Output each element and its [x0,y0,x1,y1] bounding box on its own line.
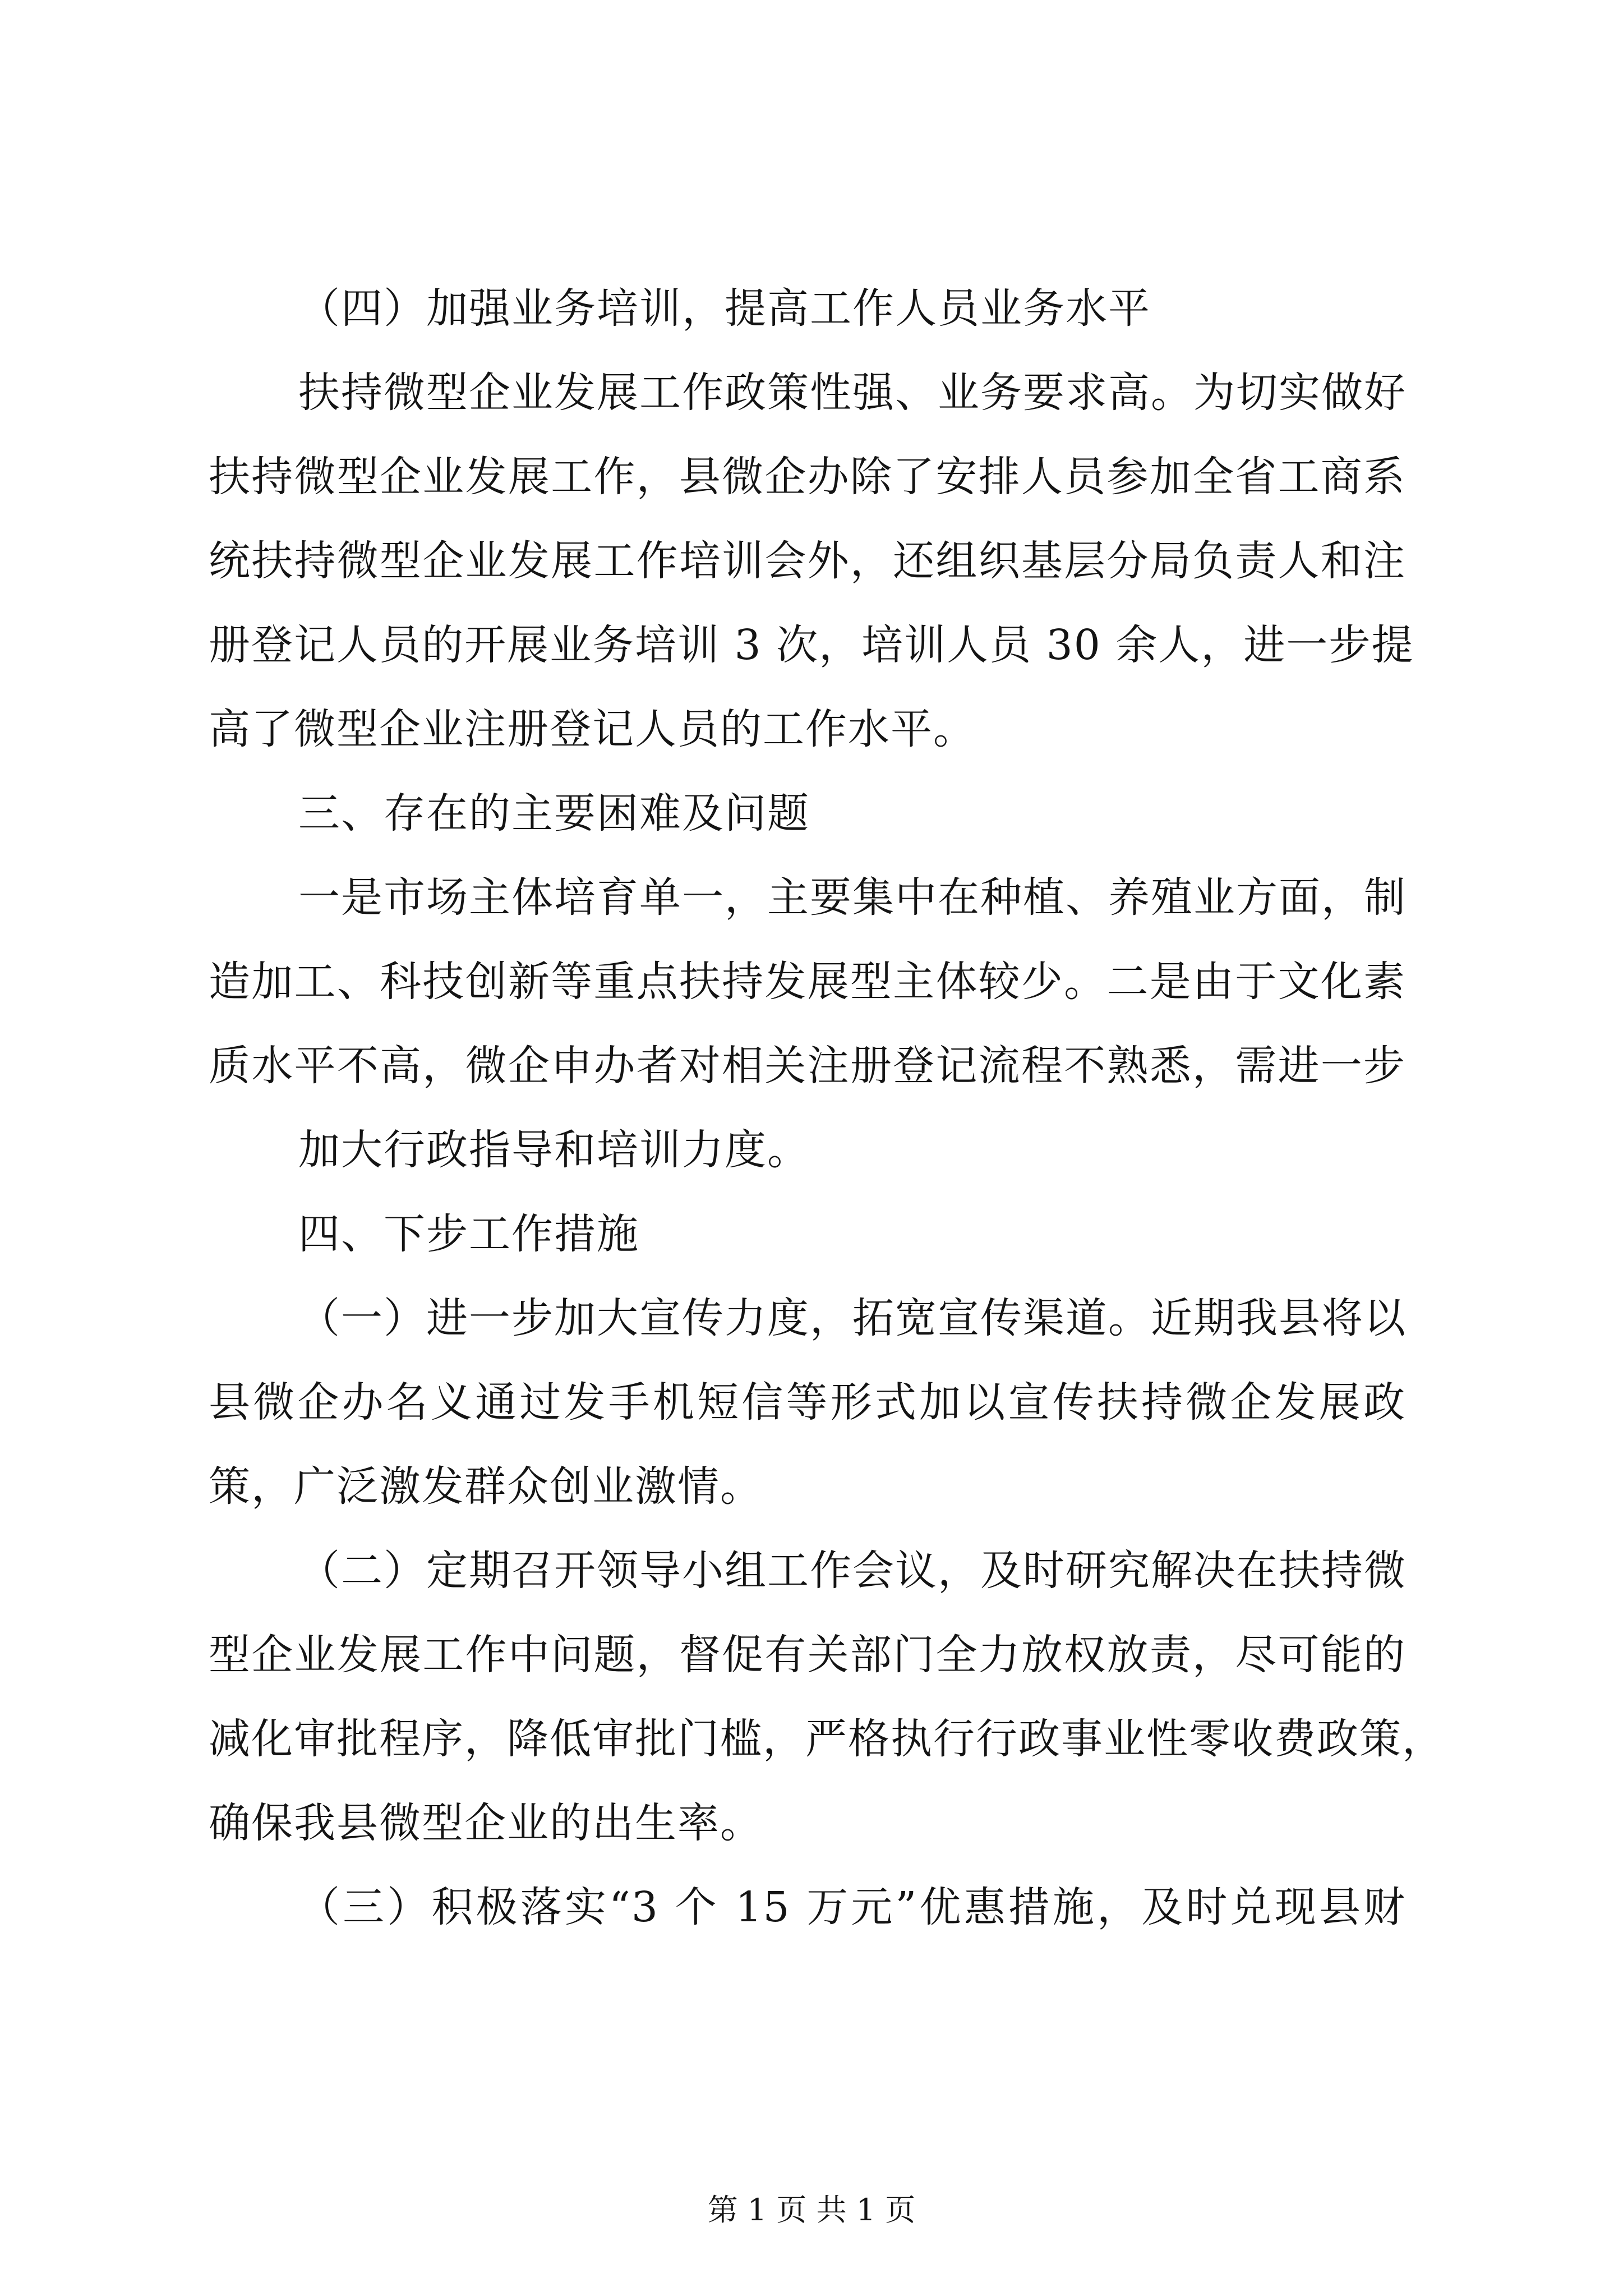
paragraph-line: （一）进一步加大宣传力度，拓宽宣传渠道。近期我县将以 [298,1294,1407,1342]
paragraph-line: 一是市场主体培育单一，主要集中在种植、养殖业方面，制 [298,873,1407,922]
page-number-footer: 第 1 页 共 1 页 [707,2192,916,2228]
paragraph-line: 策，广泛激发群众创业激情。 [209,1462,763,1511]
paragraph-line: 高了微型企业注册登记人员的工作水平。 [209,705,976,753]
paragraph-line: 减化审批程序，降低审批门槛，严格执行行政事业性零收费政策， [209,1715,1445,1763]
section-heading: 四、下步工作措施 [298,1210,639,1258]
paragraph-line: 册登记人员的开展业务培训 3 次，培训人员 30 余人，进一步提 [209,621,1414,669]
section-heading: 三、存在的主要困难及问题 [298,789,810,838]
paragraph-line: 扶持微型企业发展工作政策性强、业务要求高。为切实做好 [298,369,1407,417]
paragraph-line: 县微企办名义通过发手机短信等形式加以宣传扶持微企发展政 [209,1378,1406,1427]
paragraph-line: （二）定期召开领导小组工作会议，及时研究解决在扶持微 [298,1547,1407,1595]
paragraph-line: 质水平不高，微企申办者对相关注册登记流程不熟悉，需进一步 [209,1042,1406,1090]
paragraph-line: 确保我县微型企业的出生率。 [209,1799,763,1847]
paragraph-line: 扶持微型企业发展工作，县微企办除了安排人员参加全省工商系 [209,453,1406,501]
paragraph-line: 统扶持微型企业发展工作培训会外，还组织基层分局负责人和注 [209,537,1406,585]
paragraph-line: 型企业发展工作中问题，督促有关部门全力放权放责，尽可能的 [209,1631,1406,1679]
section-heading: （四）加强业务培训，提高工作人员业务水平 [298,284,1151,333]
paragraph-line: （三）积极落实“3 个 15 万元”优惠措施，及时兑现县财 [298,1883,1406,1931]
paragraph-line: 加大行政指导和培训力度。 [298,1126,810,1174]
paragraph-line: 造加工、科技创新等重点扶持发展型主体较少。二是由于文化素 [209,958,1406,1006]
